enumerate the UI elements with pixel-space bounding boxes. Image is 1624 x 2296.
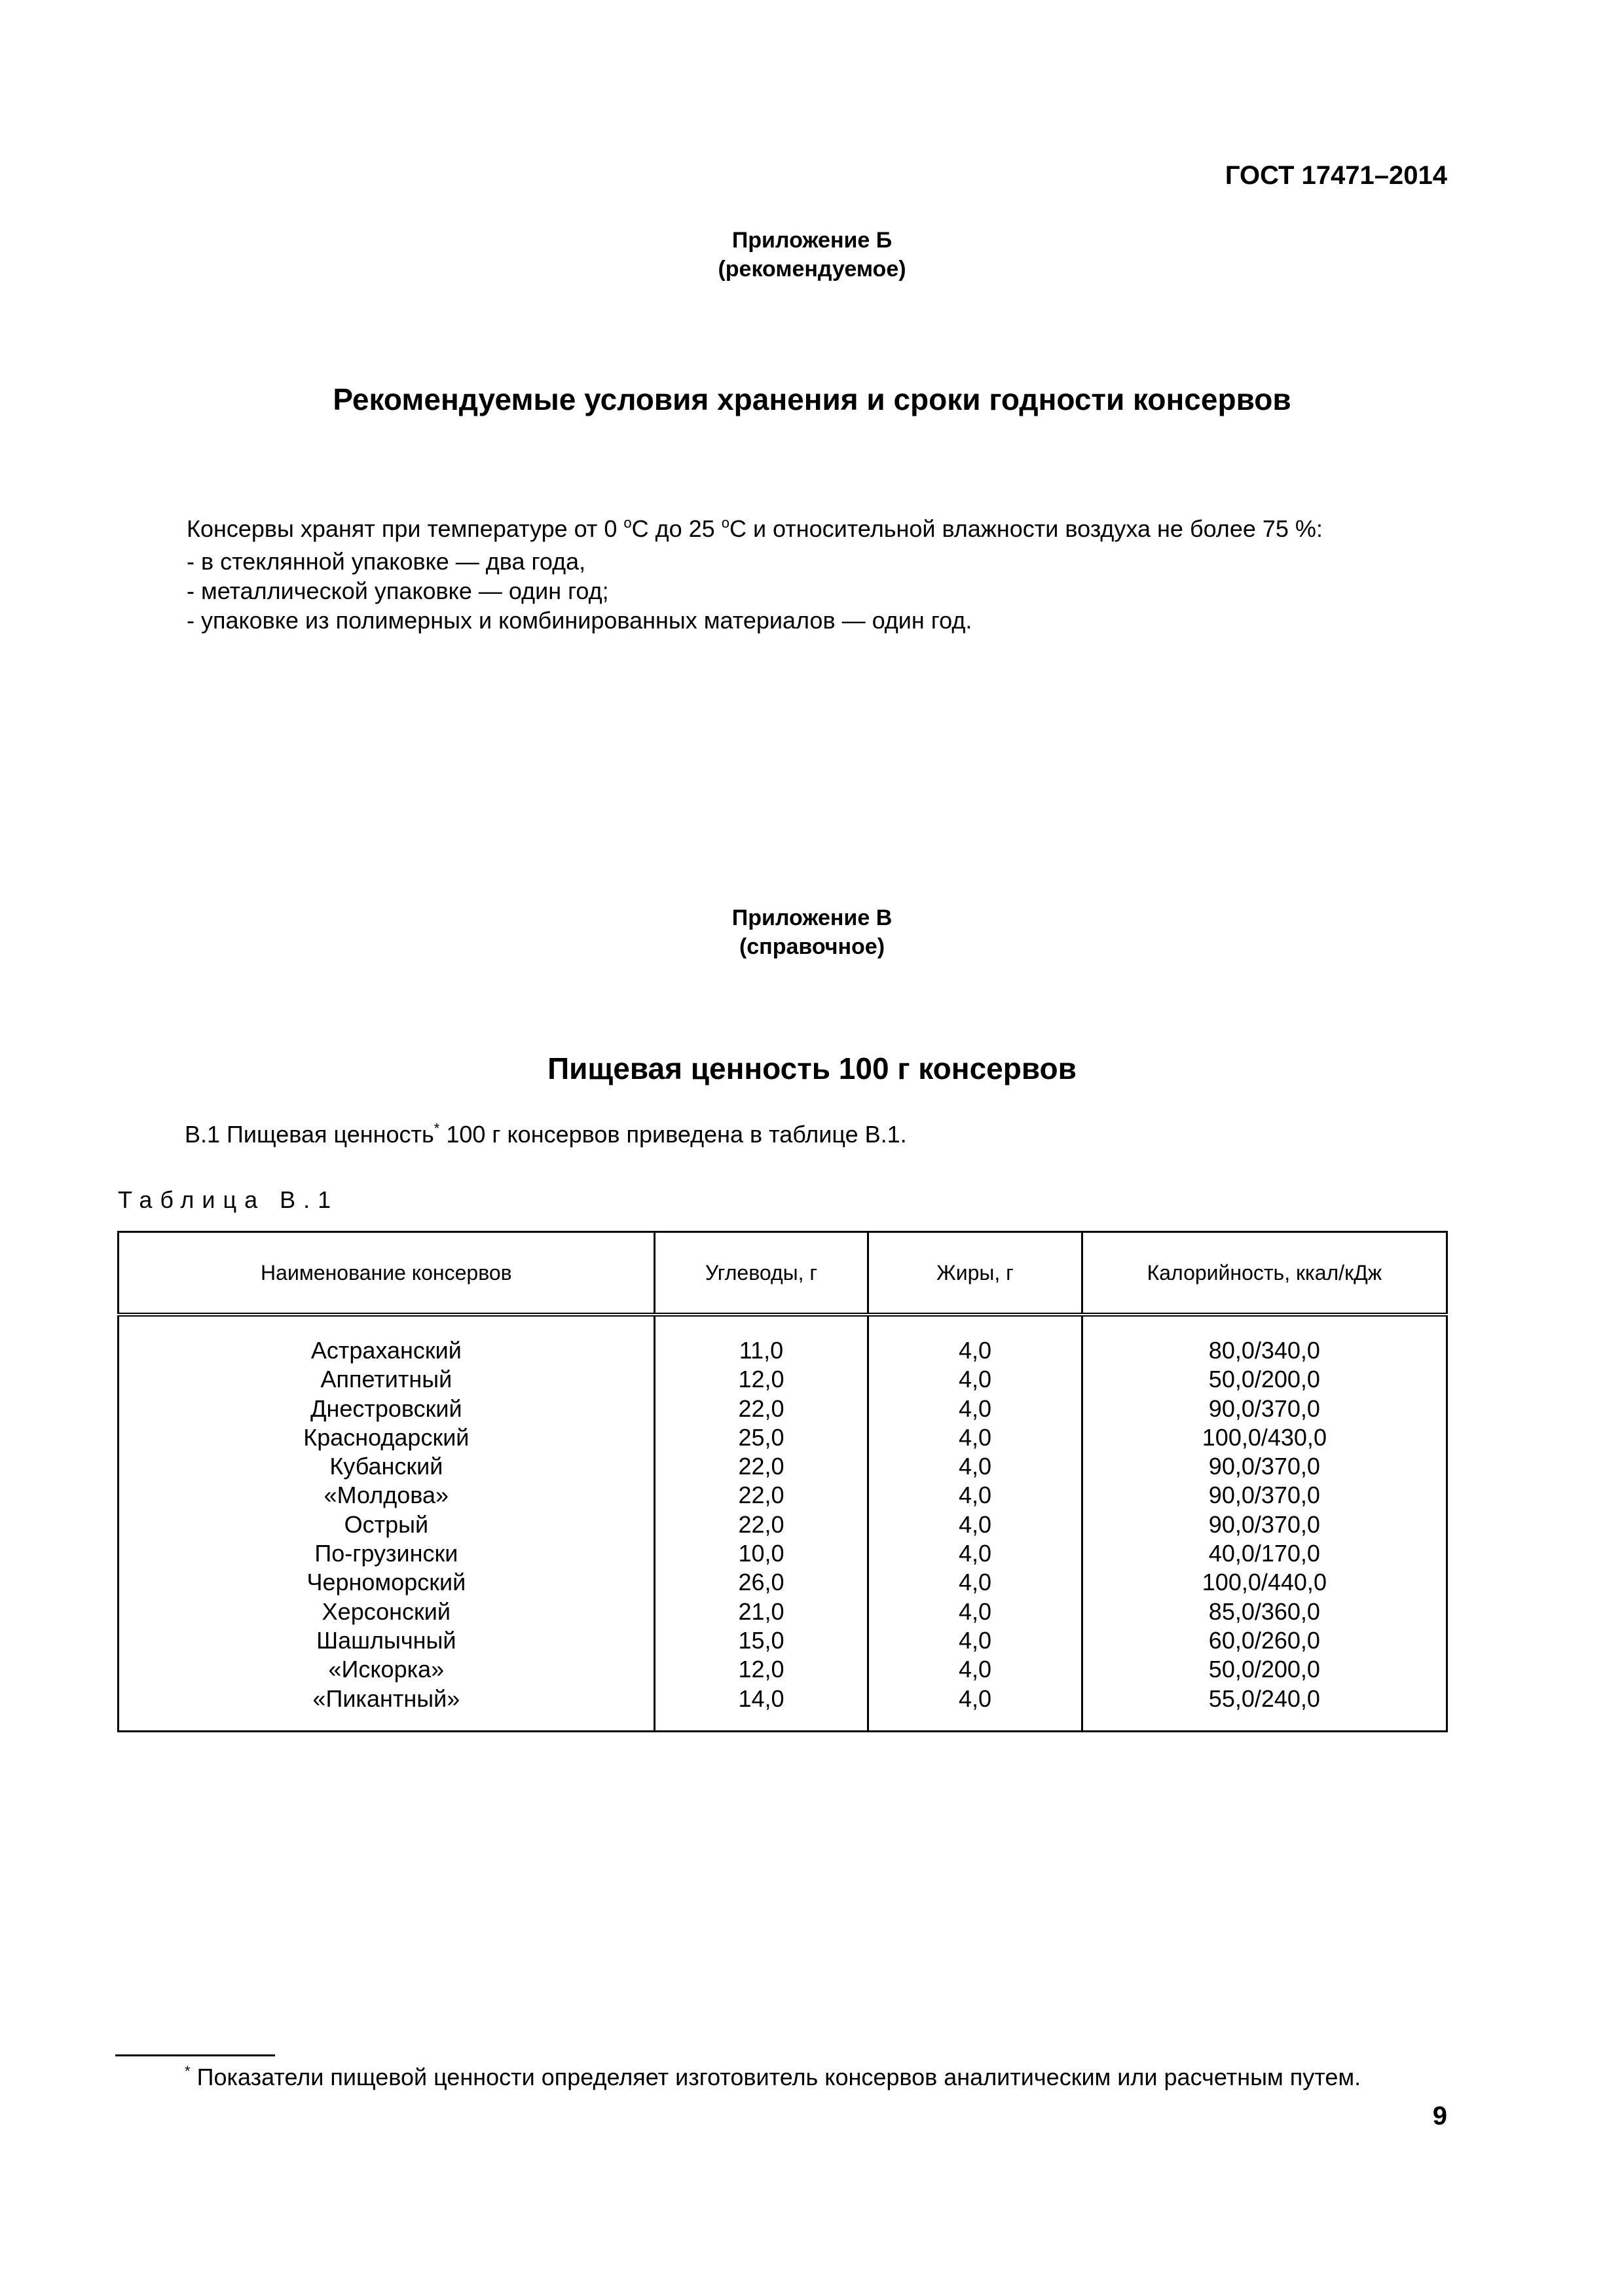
table-caption: Таблица В.1 (118, 1186, 339, 1213)
table-row (119, 1568, 1447, 1597)
cell-name: Аппетитный (119, 1365, 655, 1394)
cell-calories: 100,0/430,0 (1082, 1423, 1447, 1452)
cell-carbohydrates: 15,0 (654, 1626, 868, 1655)
cell-calories: 60,0/260,0 (1082, 1626, 1447, 1655)
cell-name: По-грузински (119, 1539, 655, 1568)
storage-item: - в стеклянной упаковке — два года, (187, 548, 586, 575)
table-row (119, 1365, 1447, 1394)
table-row (119, 1510, 1447, 1539)
cell-name: Острый (119, 1510, 655, 1539)
cell-calories: 85,0/360,0 (1082, 1597, 1447, 1626)
footnote-mark: * (185, 2063, 191, 2079)
intro-part-1: Консервы хранят при температуре от 0 (187, 515, 624, 542)
cell-name: Шашлычный (119, 1626, 655, 1655)
cell-calories: 50,0/200,0 (1082, 1365, 1447, 1394)
appendix-b-title: Приложение Б (731, 228, 893, 253)
cell-carbohydrates: 10,0 (654, 1539, 868, 1568)
cell-name: «Пикантный» (119, 1685, 655, 1732)
cell-fats: 4,0 (868, 1597, 1082, 1626)
cell-name: Днестровский (119, 1394, 655, 1423)
cell-fats: 4,0 (868, 1452, 1082, 1481)
cell-name: Кубанский (119, 1452, 655, 1481)
cell-carbohydrates: 11,0 (654, 1315, 868, 1365)
cell-fats: 4,0 (868, 1568, 1082, 1597)
degree-sign: о (623, 515, 632, 531)
page-number: 9 (1432, 2102, 1447, 2130)
cell-calories: 40,0/170,0 (1082, 1539, 1447, 1568)
cell-carbohydrates: 22,0 (654, 1452, 868, 1481)
storage-conditions-text (187, 514, 1323, 635)
cell-fats: 4,0 (868, 1626, 1082, 1655)
appendix-v-title: Приложение В (731, 905, 893, 930)
footnote-text: Показатели пищевой ценности определяет изготовитель консервов аналитическим или расчетным путем. (190, 2064, 1361, 2090)
cell-name: Астраханский (119, 1315, 655, 1365)
cell-calories: 90,0/370,0 (1082, 1394, 1447, 1423)
appendix-v-heading: Пищевая ценность 100 г консервов (547, 1051, 1077, 1085)
cell-name: Херсонский (119, 1597, 655, 1626)
cell-calories: 50,0/200,0 (1082, 1655, 1447, 1684)
paragraph-text-end: 100 г консервов приведена в таблице В.1. (439, 1121, 907, 1148)
standard-number: ГОСТ 17471–2014 (1225, 161, 1447, 190)
cell-carbohydrates: 25,0 (654, 1423, 868, 1452)
cell-name: «Искорка» (119, 1655, 655, 1684)
cell-calories: 80,0/340,0 (1082, 1315, 1447, 1365)
storage-intro (187, 514, 1323, 547)
cell-fats: 4,0 (868, 1394, 1082, 1423)
degree-sign: о (721, 515, 729, 531)
table-row (119, 1685, 1447, 1732)
appendix-b-header (0, 226, 1624, 283)
cell-fats: 4,0 (868, 1423, 1082, 1452)
cell-fats: 4,0 (868, 1315, 1082, 1365)
column-header-carbohydrates: Углеводы, г (654, 1232, 868, 1315)
column-header-calories: Калорийность, ккал/кДж (1082, 1232, 1447, 1315)
footnote-separator (115, 2054, 275, 2056)
cell-fats: 4,0 (868, 1510, 1082, 1539)
storage-item: - металлической упаковке — один год; (187, 577, 609, 604)
cell-fats: 4,0 (868, 1655, 1082, 1684)
storage-item: - упаковке из полимерных и комбинированных материалов — один год. (187, 607, 972, 634)
nutrition-paragraph (185, 1120, 907, 1152)
table-row (119, 1597, 1447, 1626)
table-row (119, 1655, 1447, 1684)
footnote (185, 2064, 1361, 2091)
table-row (119, 1539, 1447, 1568)
cell-carbohydrates: 21,0 (654, 1597, 868, 1626)
column-header-fats: Жиры, г (868, 1232, 1082, 1315)
cell-carbohydrates: 14,0 (654, 1685, 868, 1732)
cell-carbohydrates: 22,0 (654, 1394, 868, 1423)
cell-calories: 55,0/240,0 (1082, 1685, 1447, 1732)
appendix-b-status: (рекомендуемое) (718, 257, 906, 282)
intro-part-2: С до 25 (631, 515, 722, 542)
column-header-name: Наименование консервов (119, 1232, 655, 1315)
cell-name: Черноморский (119, 1568, 655, 1597)
table-row (119, 1394, 1447, 1423)
footnote-reference: * (434, 1120, 440, 1137)
appendix-v-header (0, 903, 1624, 961)
table-row (119, 1315, 1447, 1365)
appendix-v-status: (справочное) (739, 934, 885, 959)
table-row (119, 1423, 1447, 1452)
cell-fats: 4,0 (868, 1539, 1082, 1568)
table-header-row (119, 1232, 1447, 1315)
cell-fats: 4,0 (868, 1481, 1082, 1510)
table-row (119, 1481, 1447, 1510)
cell-fats: 4,0 (868, 1365, 1082, 1394)
cell-calories: 90,0/370,0 (1082, 1452, 1447, 1481)
intro-part-3: С и относительной влажности воздуха не более 75 %: (729, 515, 1323, 542)
table-row (119, 1626, 1447, 1655)
cell-fats: 4,0 (868, 1685, 1082, 1732)
paragraph-text-start: В.1 Пищевая ценность (185, 1121, 434, 1148)
cell-calories: 100,0/440,0 (1082, 1568, 1447, 1597)
cell-name: «Молдова» (119, 1481, 655, 1510)
cell-carbohydrates: 12,0 (654, 1655, 868, 1684)
cell-carbohydrates: 12,0 (654, 1365, 868, 1394)
table-row (119, 1452, 1447, 1481)
cell-calories: 90,0/370,0 (1082, 1481, 1447, 1510)
appendix-b-heading: Рекомендуемые условия хранения и сроки годности консервов (333, 382, 1291, 416)
cell-name: Краснодарский (119, 1423, 655, 1452)
cell-calories: 90,0/370,0 (1082, 1510, 1447, 1539)
nutrition-table (117, 1231, 1448, 1732)
cell-carbohydrates: 22,0 (654, 1510, 868, 1539)
cell-carbohydrates: 22,0 (654, 1481, 868, 1510)
cell-carbohydrates: 26,0 (654, 1568, 868, 1597)
